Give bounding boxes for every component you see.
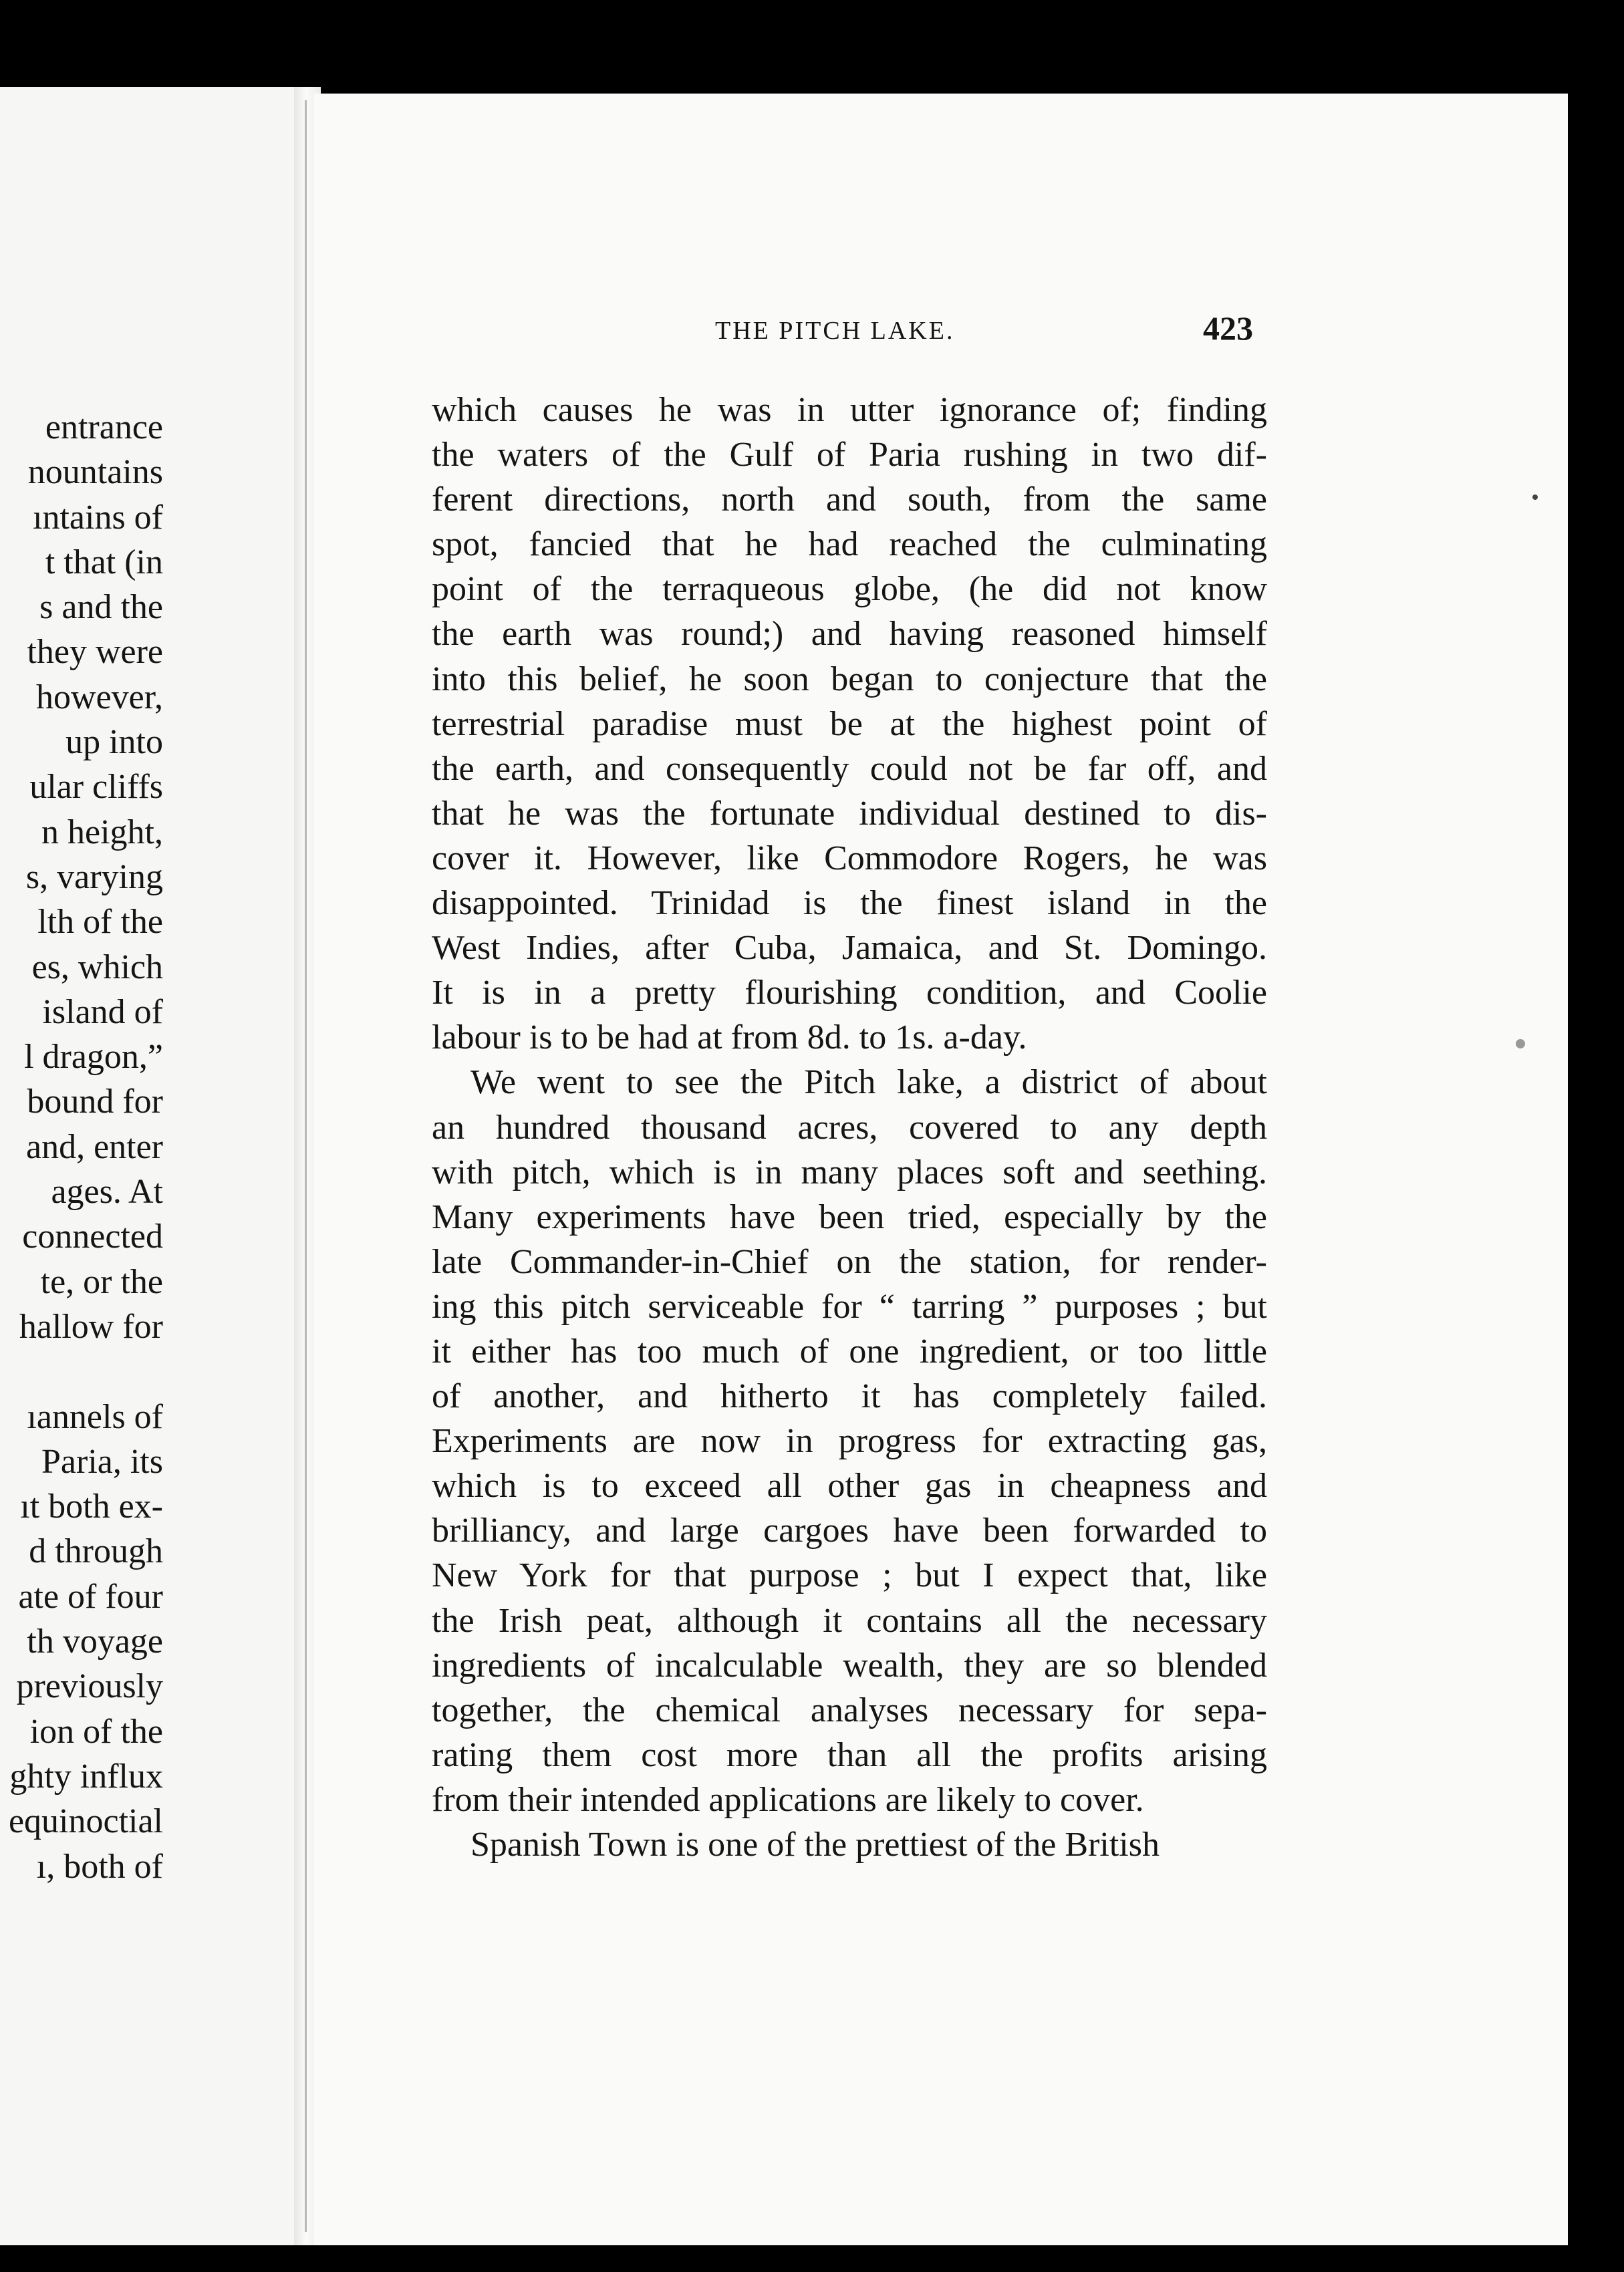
left-line: equinoctial <box>8 1802 163 1841</box>
left-line: es, which <box>31 948 163 986</box>
left-line: ular cliffs <box>29 768 163 807</box>
left-line-blank <box>0 1349 163 1394</box>
scan-speck <box>1532 494 1538 500</box>
text-line: Experiments are now in progress for extracting gas, <box>432 1422 1267 1461</box>
text-line: cover it. However, like Commodore Rogers, he was <box>432 839 1267 877</box>
text-line-paragraph-start: Spanish Town is one of the prettiest of the British <box>470 1826 1160 1864</box>
text-line: which is to exceed all other gas in cheapness and <box>432 1467 1267 1506</box>
left-line: and, enter <box>25 1127 163 1166</box>
left-line: ıt both ex- <box>20 1487 163 1526</box>
text-line: It is in a pretty flourishing condition, and Coolie <box>432 974 1267 1012</box>
left-line: nountains <box>27 453 163 492</box>
left-line: ages. At <box>51 1173 163 1212</box>
left-line: ıntains of <box>33 498 163 537</box>
scan-border-bottom <box>0 2245 1624 2272</box>
left-line: hallow for <box>19 1307 163 1346</box>
text-line: brilliancy, and large cargoes have been forwarded to <box>432 1512 1267 1550</box>
text-line: late Commander-in-Chief on the station, for render- <box>432 1242 1267 1281</box>
left-line: d through <box>29 1532 163 1571</box>
left-line: lth of the <box>37 903 163 942</box>
left-line: te, or the <box>40 1262 163 1301</box>
text-line: with pitch, which is in many places soft and seething. <box>432 1153 1267 1191</box>
text-line: the waters of the Gulf of Paria rushing in two dif- <box>432 436 1267 474</box>
left-line: ı, both of <box>36 1847 163 1886</box>
text-line: that he was the fortunate individual destined to dis- <box>432 794 1267 833</box>
page-number: 423 <box>1203 309 1253 347</box>
left-line: th voyage <box>27 1622 163 1661</box>
left-line: island of <box>42 992 163 1031</box>
text-line: West Indies, after Cuba, Jamaica, and St. Domingo. <box>432 929 1267 968</box>
text-line: Many experiments have been tried, especially by the <box>432 1197 1267 1236</box>
left-line: ate of four <box>18 1577 163 1616</box>
left-line: ghty influx <box>9 1757 163 1796</box>
text-line: the earth, and consequently could not be far off, and <box>432 749 1267 788</box>
left-line: t that (in <box>45 543 163 581</box>
page-body-text <box>432 388 1267 1867</box>
text-line-paragraph-end: from their intended applications are likely to cover. <box>432 1780 1144 1819</box>
text-line: spot, fancied that he had reached the culminating <box>432 525 1267 564</box>
scan-border-top <box>0 0 1624 100</box>
left-line: entrance <box>45 408 163 446</box>
text-line: New York for that purpose ; but I expect that, like <box>432 1556 1267 1595</box>
left-line: bound for <box>27 1083 163 1121</box>
left-line: up into <box>65 723 163 762</box>
left-line: ıannels of <box>27 1397 163 1436</box>
text-line: rating them cost more than all the profits arising <box>432 1735 1267 1774</box>
text-line: point of the terraqueous globe, (he did not know <box>432 570 1267 609</box>
text-line: it either has too much of one ingredient, or too little <box>432 1332 1267 1371</box>
text-line-paragraph-end: labour is to be had at from 8d. to 1s. a-day. <box>432 1018 1027 1057</box>
left-page <box>0 87 302 2245</box>
left-page-text <box>0 405 163 1889</box>
left-line: Paria, its <box>41 1442 163 1481</box>
left-line: they were <box>27 633 163 672</box>
text-line: ing this pitch serviceable for “ tarring ” purposes ; but <box>432 1287 1267 1326</box>
left-line: previously <box>16 1667 163 1706</box>
text-line: terrestrial paradise must be at the highest point of <box>432 704 1267 743</box>
left-line: s, varying <box>25 857 163 896</box>
text-line: the Irish peat, although it contains all the necessary <box>432 1601 1267 1640</box>
running-head: THE PITCH LAKE. <box>715 317 955 345</box>
text-line-paragraph-start: We went to see the Pitch lake, a district of about <box>470 1063 1267 1102</box>
text-line: into this belief, he soon began to conjecture that the <box>432 660 1267 698</box>
text-line: ingredients of incalculable wealth, they are so blended <box>432 1646 1267 1685</box>
text-line: an hundred thousand acres, covered to any depth <box>432 1108 1267 1147</box>
text-line: ferent directions, north and south, from the same <box>432 480 1267 519</box>
text-line: of another, and hitherto it has completely failed. <box>432 1377 1267 1416</box>
scan-speck <box>1516 1039 1525 1048</box>
text-line: which causes he was in utter ignorance of; finding <box>432 391 1267 429</box>
left-line: n height, <box>41 813 163 851</box>
text-line: together, the chemical analyses necessary for sepa- <box>432 1691 1267 1729</box>
text-line: the earth was round;) and having reasoned himself <box>432 615 1267 654</box>
left-line: s and the <box>39 588 163 627</box>
gutter-fold-line <box>305 100 307 2232</box>
text-line: disappointed. Trinidad is the finest island in the <box>432 884 1267 923</box>
left-line: ion of the <box>29 1712 163 1751</box>
scan-border-right <box>1568 0 1624 2272</box>
left-line: l dragon,” <box>24 1038 163 1077</box>
left-line: connected <box>22 1218 163 1256</box>
left-line: however, <box>36 678 163 716</box>
